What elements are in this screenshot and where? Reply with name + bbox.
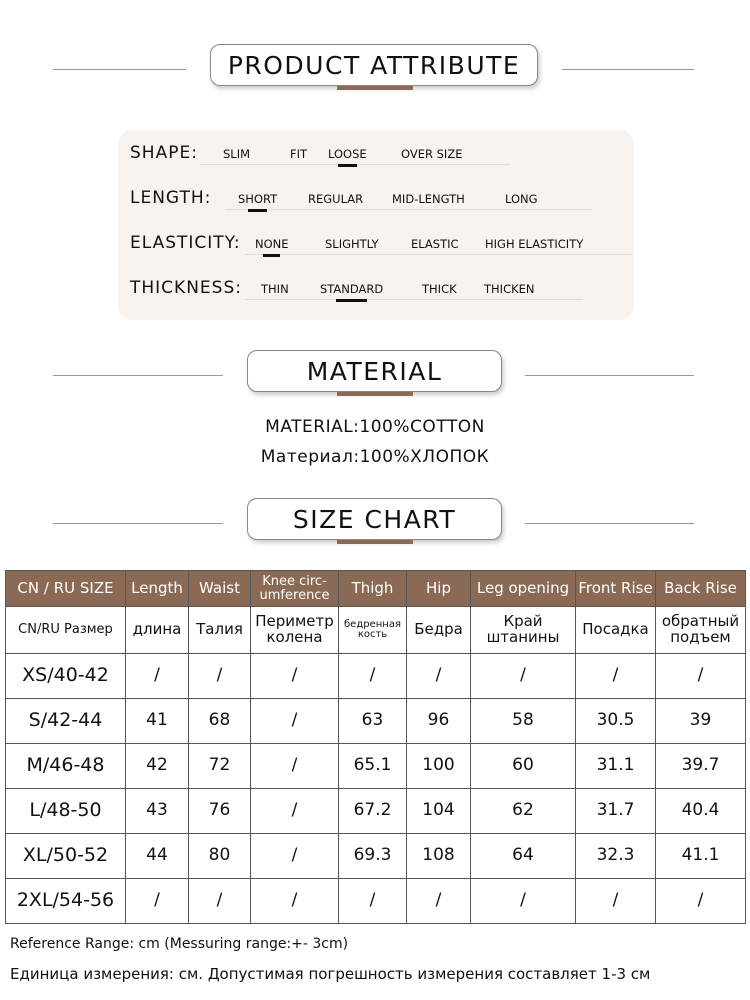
- attribute-option: STANDARD: [320, 282, 384, 296]
- table-cell: /: [576, 879, 656, 924]
- size-cell: XL/50-52: [6, 834, 126, 879]
- size-chart-table: [5, 570, 746, 924]
- table-cell: 96: [407, 699, 471, 744]
- column-header: Waist: [189, 571, 251, 607]
- table-cell: 64: [471, 834, 576, 879]
- table-cell: /: [656, 879, 746, 924]
- table-cell: 42: [126, 744, 189, 789]
- column-header: Back Rise: [656, 571, 746, 607]
- table-cell: /: [471, 654, 576, 699]
- table-cell: 65.1: [339, 744, 407, 789]
- attribute-option: THIN: [261, 282, 289, 296]
- note-reference-range: Reference Range: cm (Messuring range:+- 3cm): [10, 936, 349, 952]
- table-cell: /: [576, 654, 656, 699]
- table-cell: /: [339, 879, 407, 924]
- table-cell: /: [251, 699, 339, 744]
- attribute-label: SHAPE:: [130, 143, 198, 163]
- table-cell: 63: [339, 699, 407, 744]
- table-cell: 104: [407, 789, 471, 834]
- table-row: [6, 699, 746, 744]
- table-cell: 100: [407, 744, 471, 789]
- table-cell: /: [656, 654, 746, 699]
- column-header-ru: обратный подъем: [656, 607, 746, 654]
- table-cell: 58: [471, 699, 576, 744]
- table-cell: 43: [126, 789, 189, 834]
- table-cell: 69.3: [339, 834, 407, 879]
- table-row: [6, 834, 746, 879]
- table-cell: 39: [656, 699, 746, 744]
- size-cell: 2XL/54-56: [6, 879, 126, 924]
- table-row: [6, 879, 746, 924]
- column-header: Thigh: [339, 571, 407, 607]
- table-cell: 31.7: [576, 789, 656, 834]
- table-cell: /: [251, 879, 339, 924]
- column-header-ru: Талия: [189, 607, 251, 654]
- table-cell: 108: [407, 834, 471, 879]
- divider: [53, 375, 223, 376]
- table-cell: 30.5: [576, 699, 656, 744]
- size-cell: S/42-44: [6, 699, 126, 744]
- attribute-label: ELASTICITY:: [130, 233, 241, 253]
- size-cell: XS/40-42: [6, 654, 126, 699]
- attribute-option: SLIGHTLY: [325, 237, 379, 251]
- material-en: MATERIAL:100%COTTON: [265, 417, 485, 437]
- column-header-ru: CN/RU Размер: [6, 607, 126, 654]
- table-cell: 60: [471, 744, 576, 789]
- column-header: Front Rise: [576, 571, 656, 607]
- section-size-chart: [0, 498, 750, 548]
- underline: [245, 299, 583, 300]
- section-title: SIZE CHART: [247, 498, 502, 540]
- attribute-option: THICKEN: [484, 282, 535, 296]
- section-title: PRODUCT ATTRIBUTE: [210, 44, 538, 86]
- table-cell: 32.3: [576, 834, 656, 879]
- underline: [245, 254, 632, 255]
- divider: [525, 375, 694, 376]
- table-cell: 39.7: [656, 744, 746, 789]
- attribute-option: THICK: [422, 282, 457, 296]
- column-header-ru: Бедра: [407, 607, 471, 654]
- size-cell: M/46-48: [6, 744, 126, 789]
- column-header-ru: бедренная кость: [339, 607, 407, 654]
- attribute-option: SHORT: [238, 192, 278, 206]
- section-product-attribute: [0, 44, 750, 94]
- attribute-option: NONE: [255, 237, 289, 251]
- section-material: [0, 350, 750, 400]
- table-cell: 44: [126, 834, 189, 879]
- accent-bar: [337, 86, 413, 90]
- table-row: [6, 654, 746, 699]
- attribute-panel: [118, 130, 634, 320]
- attribute-option: LOOSE: [328, 147, 367, 161]
- material-ru: Материал:100%ХЛОПОК: [260, 447, 490, 467]
- note-ru: Единица измерения: см. Допустимая погрешность измерения составляет 1-3 см: [10, 965, 651, 983]
- table-cell: /: [126, 879, 189, 924]
- table-cell: /: [251, 834, 339, 879]
- table-cell: 41: [126, 699, 189, 744]
- column-header: Leg opening: [471, 571, 576, 607]
- table-cell: /: [471, 879, 576, 924]
- table-cell: 41.1: [656, 834, 746, 879]
- table-cell: 80: [189, 834, 251, 879]
- column-header-ru: длина: [126, 607, 189, 654]
- attribute-label: THICKNESS:: [130, 278, 242, 298]
- table-cell: /: [251, 744, 339, 789]
- attribute-label: LENGTH:: [130, 188, 212, 208]
- table-cell: 68: [189, 699, 251, 744]
- column-header-ru: Посадка: [576, 607, 656, 654]
- underline: [225, 209, 592, 210]
- attribute-option: MID-LENGTH: [392, 192, 465, 206]
- table-cell: /: [189, 654, 251, 699]
- table-cell: /: [339, 654, 407, 699]
- column-header-ru: Край штанины: [471, 607, 576, 654]
- divider: [53, 523, 223, 524]
- section-title: MATERIAL: [247, 350, 502, 392]
- table-cell: 40.4: [656, 789, 746, 834]
- column-header: CN / RU SIZE: [6, 571, 126, 607]
- table-cell: 76: [189, 789, 251, 834]
- table-cell: /: [251, 654, 339, 699]
- divider: [525, 523, 694, 524]
- column-header-ru: Периметр колена: [251, 607, 339, 654]
- table-cell: /: [126, 654, 189, 699]
- table-cell: /: [407, 654, 471, 699]
- table-cell: /: [407, 879, 471, 924]
- attribute-option: FIT: [290, 147, 308, 161]
- table-cell: 31.1: [576, 744, 656, 789]
- attribute-option: REGULAR: [308, 192, 364, 206]
- attribute-option: ELASTIC: [411, 237, 459, 251]
- table-cell: 62: [471, 789, 576, 834]
- table-row: [6, 789, 746, 834]
- size-cell: L/48-50: [6, 789, 126, 834]
- attribute-option: HIGH ELASTICITY: [485, 237, 584, 251]
- column-header: Knee circ-umference: [251, 571, 339, 607]
- accent-bar: [337, 392, 413, 396]
- attribute-option: LONG: [505, 192, 538, 206]
- column-header: Length: [126, 571, 189, 607]
- header-row: [6, 571, 746, 607]
- table-row: [6, 744, 746, 789]
- divider: [53, 69, 186, 70]
- table-cell: /: [189, 879, 251, 924]
- divider: [562, 69, 694, 70]
- attribute-option: SLIM: [223, 147, 251, 161]
- accent-bar: [337, 540, 413, 544]
- attribute-option: OVER SIZE: [401, 147, 463, 161]
- table-cell: 72: [189, 744, 251, 789]
- column-header: Hip: [407, 571, 471, 607]
- header-row-ru: [6, 607, 746, 654]
- table-cell: 67.2: [339, 789, 407, 834]
- table-cell: /: [251, 789, 339, 834]
